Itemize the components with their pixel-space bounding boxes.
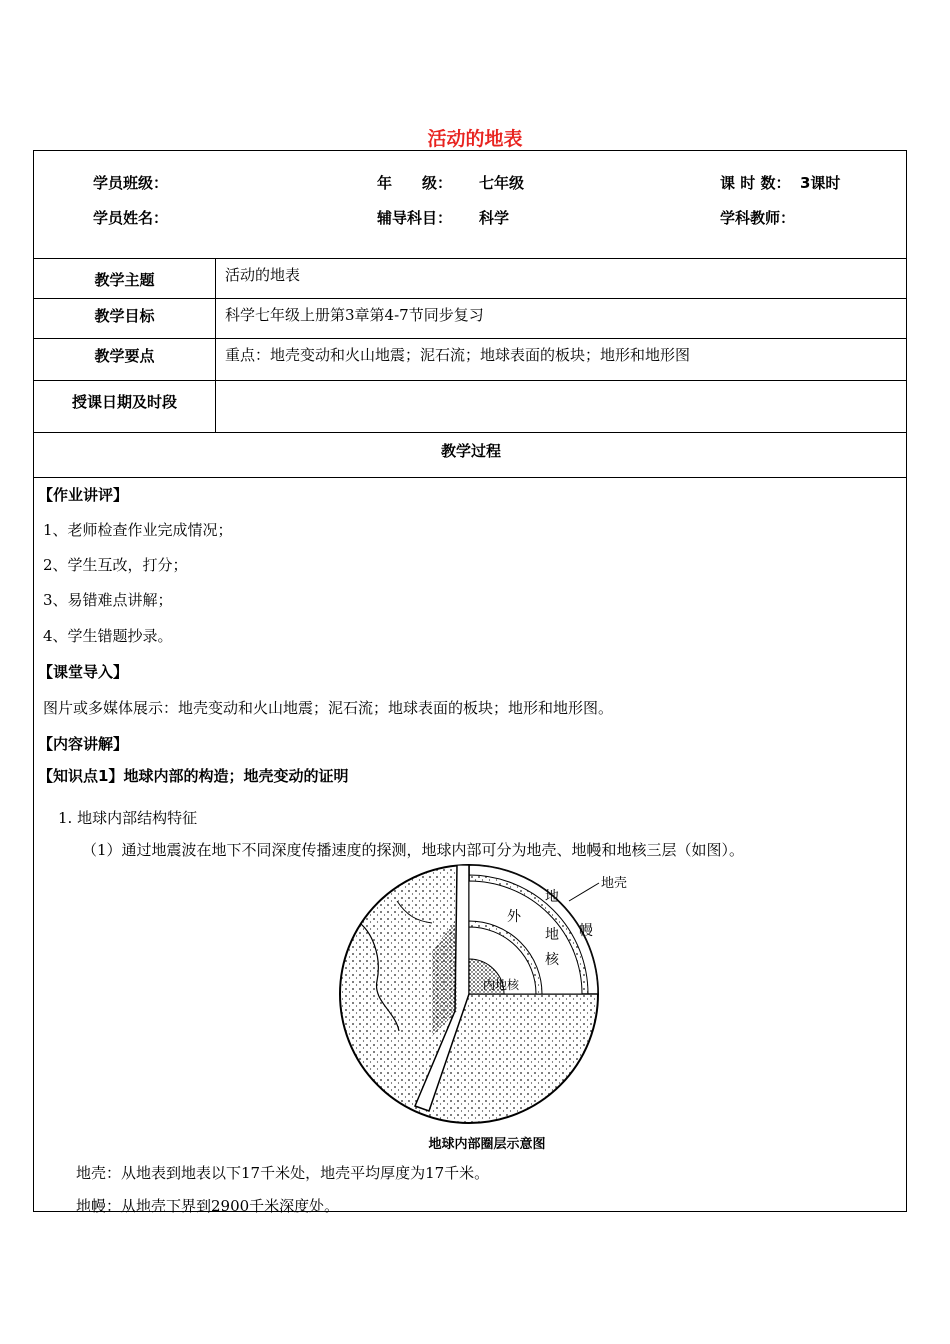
list-item: 4、学生错题抄录。 <box>43 627 173 645</box>
hours-value: 3课时 <box>800 174 841 192</box>
figure-caption: 地球内部圈层示意图 <box>428 1137 546 1152</box>
divider <box>34 477 906 478</box>
outer-core-label: 地 <box>545 927 559 943</box>
grade-label: 年 级： <box>377 174 453 192</box>
mantle-description: 地幔：从地壳下界到2900千米深度处。 <box>76 1197 340 1215</box>
grade-value: 七年级 <box>479 174 525 192</box>
name-label: 学员姓名： <box>93 209 169 227</box>
inner-core-label: 内地核 <box>483 978 520 992</box>
class-label: 学员班级： <box>93 174 169 192</box>
lesson-table <box>33 150 907 1215</box>
divider <box>34 338 906 339</box>
section-subheading: 1. 地球内部结构特征 <box>58 809 198 827</box>
page-title: 活动的地表 <box>427 128 523 150</box>
outer-core-label: 外 <box>507 909 521 925</box>
list-item: 3、易错难点讲解； <box>43 591 173 609</box>
mantle-label: 地 <box>545 889 559 905</box>
intro-text: 图片或多媒体展示：地壳变动和火山地震；泥石流；地球表面的板块；地形和地形图。 <box>43 699 614 717</box>
intro-heading: 【课堂导入】 <box>38 663 129 681</box>
crust-description: 地壳：从地表到地表以下17千米处，地壳平均厚度为17千米。 <box>76 1164 490 1182</box>
row-label-date: 授课日期及时段 <box>71 393 177 411</box>
divider <box>34 432 906 433</box>
homework-heading: 【作业讲评】 <box>38 486 129 504</box>
row-value-goal: 科学七年级上册第3章第4-7节同步复习 <box>225 306 484 324</box>
row-label-goal: 教学目标 <box>94 307 155 325</box>
teacher-label: 学科教师： <box>720 209 796 227</box>
row-label-theme: 教学主题 <box>94 271 155 289</box>
earth-structure-figure <box>337 861 637 1151</box>
outer-core-label: 核 <box>545 952 559 968</box>
divider <box>34 298 906 299</box>
divider <box>34 380 906 381</box>
mantle-label: 幔 <box>579 923 593 939</box>
divider <box>34 258 906 259</box>
row-label-keypoints: 教学要点 <box>94 347 155 365</box>
list-item: 1、老师检查作业完成情况； <box>43 521 233 539</box>
section-paragraph: （1）通过地震波在地下不同深度传播速度的探测，地球内部可分为地壳、地幔和地核三层（如图）。 <box>82 841 745 859</box>
hours-label: 课 时 数： <box>720 174 791 192</box>
process-heading: 教学过程 <box>440 442 501 460</box>
subject-value: 科学 <box>479 209 510 227</box>
earth-cross-section-illustration <box>337 861 637 1131</box>
crust-label: 地壳 <box>601 876 628 891</box>
knowledge-point: 【知识点1】地球内部的构造；地壳变动的证明 <box>38 767 349 785</box>
row-value-keypoints: 重点：地壳变动和火山地震；泥石流；地球表面的板块；地形和地形图 <box>225 346 691 364</box>
subject-label: 辅导科目： <box>377 209 453 227</box>
list-item: 2、学生互改，打分； <box>43 556 188 574</box>
row-value-theme: 活动的地表 <box>225 266 301 284</box>
column-divider <box>215 258 216 432</box>
content-heading: 【内容讲解】 <box>38 735 129 753</box>
